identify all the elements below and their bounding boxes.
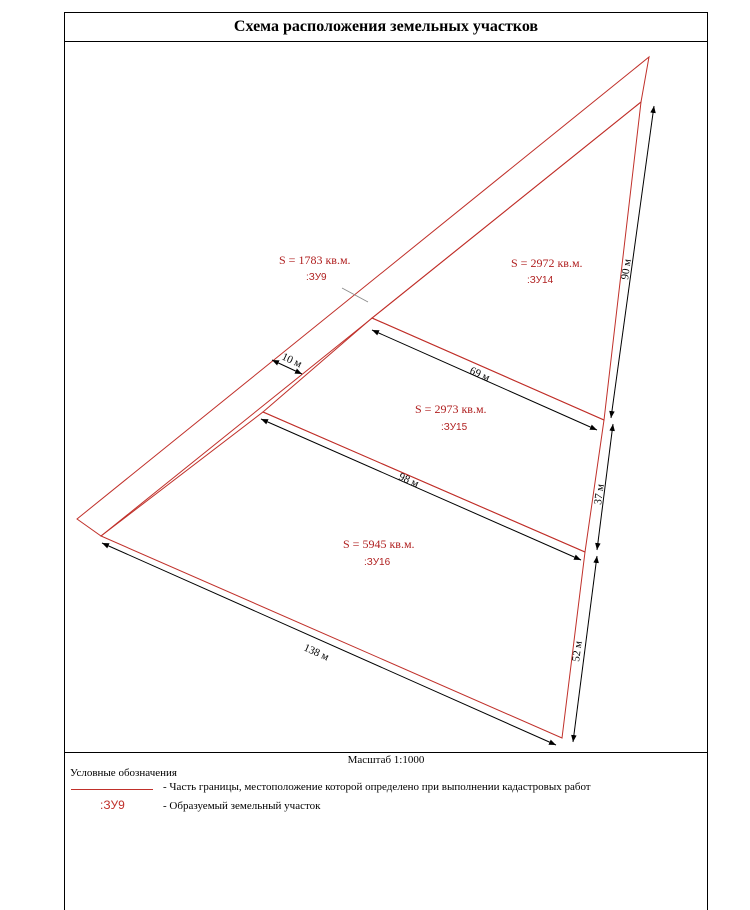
parcel-zu14-code: :ЗУ14 (527, 275, 554, 286)
parcel-zu15-boundary (263, 318, 604, 552)
parcel-zu9-leader (342, 288, 368, 302)
legend-boundary-line-symbol (71, 789, 153, 790)
dimension-label-98m: 98 м (396, 470, 421, 491)
legend-title: Условные обозначения (70, 767, 177, 779)
dimension-label-37m: 37 м (592, 483, 607, 506)
legend-item-parcel-symbol: :ЗУ9 (100, 798, 125, 812)
legend-item-parcel-text: - Образуемый земельный участок (163, 800, 321, 812)
dimension-line-138m (102, 543, 556, 745)
parcel-zu16-code: :ЗУ16 (364, 557, 391, 568)
legend-item-boundary-text: - Часть границы, местоположение которой определено при выполнении кадастровых работ (163, 781, 591, 793)
parcel-zu16-area: S = 5945 кв.м. (343, 537, 415, 551)
legend-divider (64, 752, 708, 753)
dimension-label-90m: 90 м (619, 258, 634, 281)
parcel-zu15-area: S = 2973 кв.м. (415, 402, 487, 416)
parcel-zu14-area: S = 2972 кв.м. (511, 256, 583, 270)
parcel-zu15-code: :ЗУ15 (441, 422, 468, 433)
page-title: Схема расположения земельных участков (64, 12, 708, 42)
dimension-label-138m: 138 м (301, 641, 331, 664)
dimension-label-10m: 10 м (279, 350, 304, 371)
dimension-line-98m (261, 419, 581, 560)
parcel-zu9-area: S = 1783 кв.м. (279, 253, 351, 267)
parcel-zu14-boundary (372, 102, 641, 420)
parcel-zu9-code: :ЗУ9 (306, 272, 327, 283)
dimension-label-52m: 52 м (570, 640, 585, 663)
dimension-label-69m: 69 м (467, 364, 492, 385)
scale-label: Масштаб 1:1000 (347, 754, 425, 766)
